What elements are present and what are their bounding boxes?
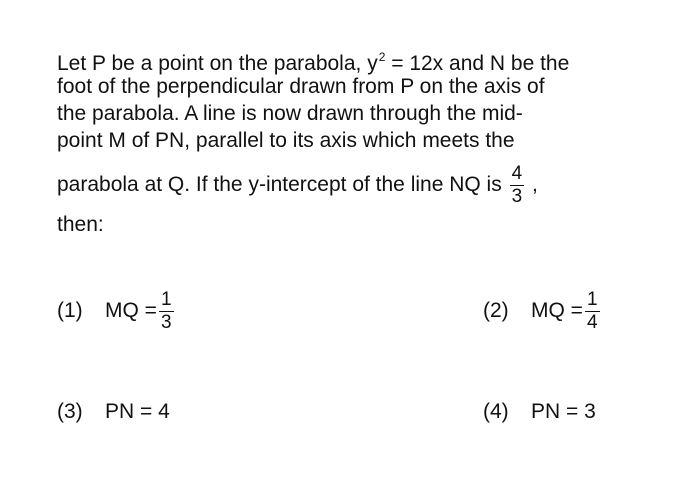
option-text: PN = 3 xyxy=(531,400,596,423)
question-line-3: the parabola. A line is now drawn through the mid- xyxy=(57,102,523,125)
option-2[interactable] xyxy=(483,290,602,333)
question-line-1: Let P be a point on the parabola, $y^2 = 12x$ and N be the xyxy=(57,50,570,75)
question-line-4: point M of PN, parallel to its axis which meets the xyxy=(57,129,515,152)
exponent: 2 xyxy=(378,50,386,64)
option-fraction: $\frac{1}{3}$ xyxy=(160,289,172,333)
option-fraction: $\frac{1}{4}$ xyxy=(586,289,598,333)
option-lhs: MQ = xyxy=(105,299,157,323)
fraction-four-thirds: $\frac{4}{3}$ xyxy=(511,162,523,207)
option-3[interactable] xyxy=(57,400,170,424)
option-number: (3) xyxy=(57,400,83,423)
option-number: (4) xyxy=(483,400,509,423)
option-1[interactable] xyxy=(57,290,176,333)
option-4[interactable] xyxy=(483,400,596,424)
option-number: (2) xyxy=(483,299,509,323)
question-line-6: then: xyxy=(57,213,104,236)
math-variable-y: y xyxy=(367,52,378,75)
option-text: PN = 4 xyxy=(105,400,170,423)
option-number: (1) xyxy=(57,299,83,323)
question-line-2: foot of the perpendicular drawn from P on the axis of xyxy=(57,75,545,98)
option-lhs: MQ = xyxy=(531,299,583,323)
question-line-5: parabola at Q. If the y-intercept of the line NQ is $\frac{4}{3}$ , xyxy=(57,162,538,207)
